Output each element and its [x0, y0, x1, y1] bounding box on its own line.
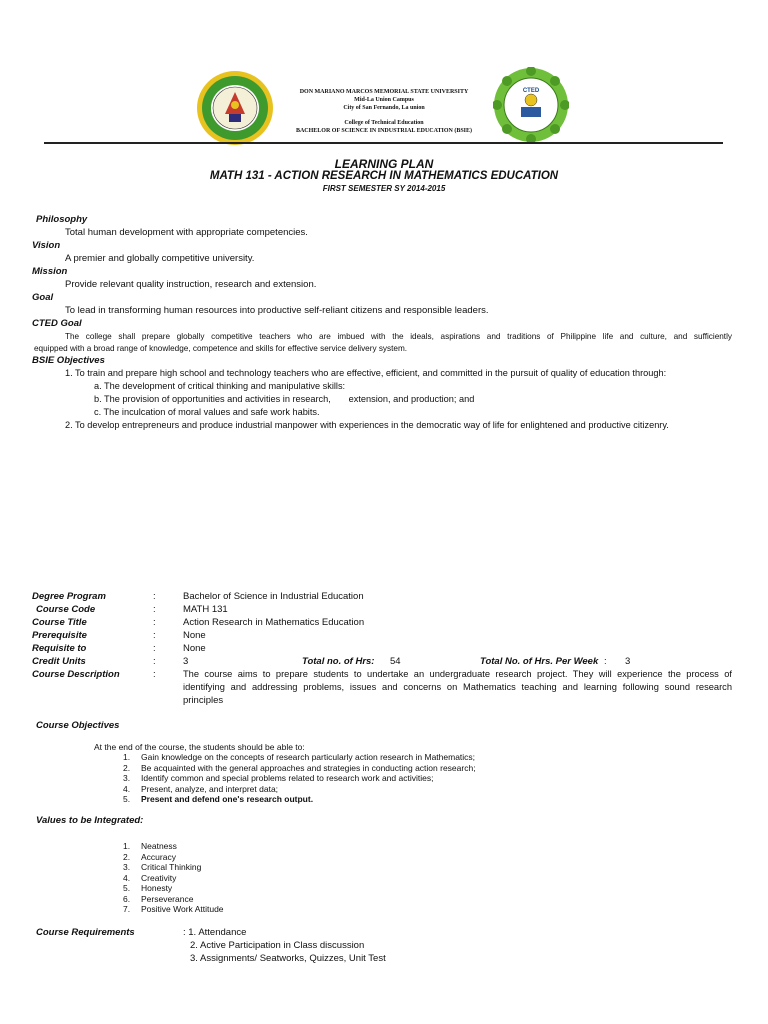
credit-units-label: Credit Units — [32, 656, 86, 667]
colon: : — [153, 630, 156, 641]
list-item-text: Positive Work Attitude — [141, 904, 224, 914]
colon: : — [153, 656, 156, 667]
list-item-number: 2. — [123, 762, 131, 773]
campus-name: Mid-La Union Campus — [354, 97, 414, 104]
vision-heading: Vision — [32, 240, 61, 251]
requirement-1: : 1. Attendance — [183, 927, 247, 938]
credit-units-value: 3 — [183, 656, 189, 667]
university-header — [270, 88, 498, 135]
cted-goal-text-line2: equipped with a broad range of knowledge, competence and skills for effective service delivery system. — [34, 344, 408, 353]
colon: : — [153, 617, 156, 628]
values-heading: Values to be Integrated: — [36, 815, 144, 826]
list-item-number: 2. — [123, 851, 131, 862]
philosophy-text: Total human development with appropriate competencies. — [65, 227, 308, 238]
prerequisite-row — [0, 630, 700, 642]
course-description-line1: The course aims to prepare students to undertake an undergraduate research project. They will experience the process of — [183, 669, 732, 679]
list-item — [123, 894, 224, 905]
requisite-to-row — [0, 643, 700, 655]
colon: : — [153, 643, 156, 654]
course-title-value: Action Research in Mathematics Education — [183, 617, 365, 628]
list-item-number: 1. — [123, 841, 131, 851]
list-item-number: 1. — [123, 752, 131, 762]
cted-seal-text: CTED — [522, 88, 540, 94]
list-item — [123, 841, 224, 852]
bsie-objective-1: 1. To train and prepare high school and technology teachers who are effective, efficient, and committed in the pursuit of quality of education through: — [65, 368, 667, 378]
course-objectives-intro: At the end of the course, the students should be able to: — [94, 742, 305, 752]
list-item — [123, 794, 476, 805]
course-objectives-heading: Course Objectives — [36, 720, 120, 731]
mission-heading: Mission — [32, 266, 68, 277]
colon: : — [153, 669, 156, 680]
university-name: DON MARIANO MARCOS MEMORIAL STATE UNIVERSITY — [299, 89, 469, 95]
list-item-text: Present and defend one's research output. — [141, 794, 314, 804]
course-description-label: Course Description — [32, 669, 120, 680]
list-item-text: Identify common and special problems related to research work and activities; — [141, 773, 434, 783]
list-item-number: 3. — [123, 773, 131, 783]
list-item — [123, 752, 476, 763]
list-item-text: Be acquainted with the general approaches and strategies in conducting action research; — [141, 762, 476, 773]
mission-text: Provide relevant quality instruction, research and extension. — [65, 279, 317, 290]
list-item-number: 6. — [123, 893, 131, 904]
colon: : — [153, 604, 156, 615]
list-item — [123, 784, 476, 795]
degree-program-label: Degree Program — [32, 591, 106, 602]
list-item — [123, 852, 224, 863]
university-seal-logo — [196, 70, 274, 146]
hrs-per-week-label: Total No. of Hrs. Per Week — [480, 656, 599, 667]
philosophy-heading: Philosophy — [36, 214, 88, 225]
course-description-line3: principles — [183, 695, 224, 706]
bsie-objective-1b: b. The provision of opportunities and activities in research, extension, and production; and — [94, 394, 475, 404]
list-item-text: Creativity — [141, 872, 177, 883]
document-title: LEARNING PLAN — [334, 157, 434, 171]
course-code-row — [0, 604, 700, 616]
college-name: College of Technical Education — [344, 119, 424, 126]
course-description-row — [0, 669, 732, 709]
course-heading: MATH 131 - ACTION RESEARCH IN MATHEMATICS EDUCATION — [209, 170, 559, 182]
hrs-per-week-value: 3 — [625, 656, 631, 667]
requirement-3: 3. Assignments/ Seatworks, Quizzes, Unit Test — [190, 953, 386, 964]
program-name: BACHELOR OF SCIENCE IN INDUSTRIAL EDUCATION (BSIE) — [295, 127, 473, 134]
list-item — [123, 862, 224, 873]
prerequisite-value: None — [183, 630, 206, 641]
bsie-objective-1c: c. The inculcation of moral values and safe work habits. — [94, 407, 320, 417]
list-item-number: 7. — [123, 904, 131, 914]
vision-text: A premier and globally competitive university. — [65, 253, 255, 264]
course-objectives-list — [123, 752, 476, 805]
cted-goal-heading: CTED Goal — [32, 318, 82, 329]
course-requirements-heading: Course Requirements — [36, 927, 135, 938]
list-item-text: Accuracy — [141, 851, 176, 862]
semester-subtitle: FIRST SEMESTER SY 2014-2015 — [322, 184, 446, 193]
requisite-to-value: None — [183, 643, 206, 654]
colon: : — [604, 656, 607, 667]
course-title-label: Course Title — [32, 617, 87, 628]
goal-text: To lead in transforming human resources into productive self-reliant citizens and responsible leaders. — [65, 305, 489, 316]
list-item-text: Gain knowledge on the concepts of research particularly action research in Mathematics; — [141, 752, 476, 762]
course-title-row — [0, 617, 700, 629]
list-item-number: 5. — [123, 794, 131, 804]
total-hrs-value: 54 — [390, 656, 401, 667]
list-item — [123, 873, 224, 884]
list-item — [123, 883, 224, 894]
header-divider — [44, 142, 723, 144]
list-item-text: Present, analyze, and interpret data; — [141, 783, 279, 794]
course-code-label: Course Code — [36, 604, 96, 615]
course-code-value: MATH 131 — [183, 604, 228, 615]
list-item-number: 3. — [123, 862, 131, 872]
list-item-text: Critical Thinking — [141, 862, 202, 872]
list-item-number: 4. — [123, 872, 131, 883]
degree-program-value: Bachelor of Science in Industrial Education — [183, 591, 364, 602]
list-item-text: Perseverance — [141, 893, 194, 904]
goal-heading: Goal — [32, 292, 54, 303]
prerequisite-label: Prerequisite — [32, 630, 87, 641]
degree-program-row — [0, 591, 700, 603]
cted-goal-text-line1: The college shall prepare globally competitive teachers who are imbued with the ideals, aspirations and traditions of Philippine life and culture, and sufficiently — [65, 332, 732, 341]
cted-seal-logo — [493, 67, 569, 143]
list-item-number: 5. — [123, 883, 131, 893]
bsie-objective-2: 2. To develop entrepreneurs and produce industrial manpower with experiences in the democratic way of life for enlightened and productive citizenry. — [65, 420, 669, 430]
campus-city: City of San Fernando, La union — [343, 105, 425, 112]
bsie-objectives-heading: BSIE Objectives — [32, 355, 105, 366]
credit-units-row — [0, 656, 700, 668]
list-item — [123, 904, 224, 915]
total-hrs-label: Total no. of Hrs: — [302, 656, 375, 667]
requirement-2: 2. Active Participation in Class discussion — [190, 940, 365, 951]
requisite-to-label: Requisite to — [32, 643, 87, 654]
list-item-text: Honesty — [141, 883, 173, 893]
list-item — [123, 773, 476, 784]
list-item-number: 4. — [123, 783, 131, 794]
values-list — [123, 841, 224, 915]
course-description-line2: identifying and addressing problems, issues and concerns on Mathematics teaching and learning following sound research — [183, 682, 732, 692]
bsie-objective-1a: a. The development of critical thinking and manipulative skills: — [94, 381, 346, 391]
colon: : — [153, 591, 156, 602]
list-item-text: Neatness — [141, 841, 177, 851]
list-item — [123, 763, 476, 774]
